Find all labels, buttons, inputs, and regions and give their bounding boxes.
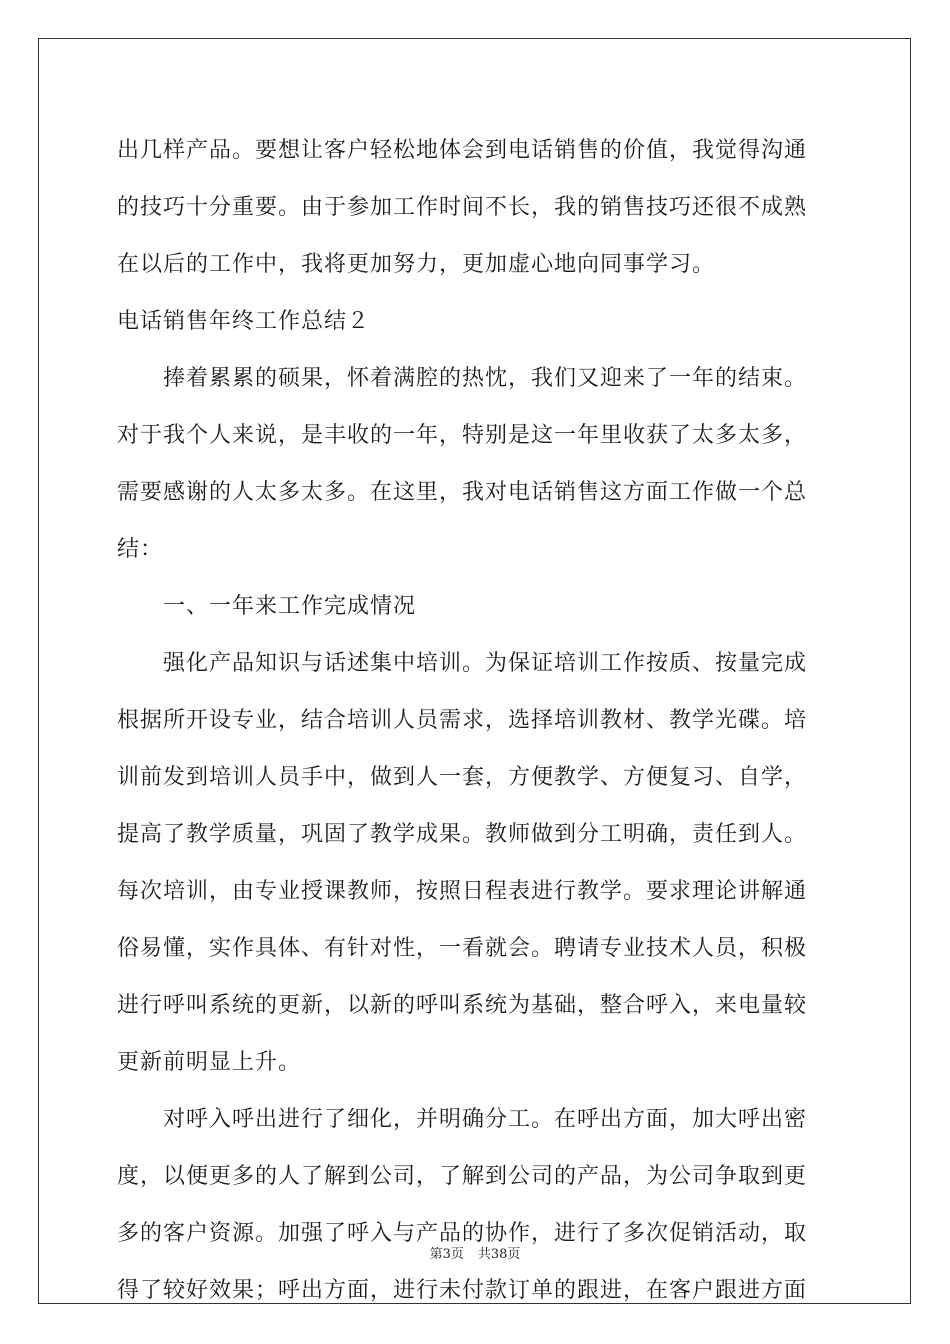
text-line: 度，以便更多的人了解到公司，了解到公司的产品，为公司争取到更 bbox=[117, 1164, 808, 1189]
text-line: 多的客户资源。加强了呼入与产品的协作，进行了多次促销活动，取 bbox=[117, 1221, 808, 1246]
text-line: 对呼入呼出进行了细化，并明确分工。在呼出方面，加大呼出密 bbox=[117, 1107, 808, 1132]
text-line: 需要感谢的人太多太多。在这里，我对电话销售这方面工作做一个总 bbox=[117, 480, 808, 505]
text-line: 提高了教学质量，巩固了教学成果。教师做到分工明确，责任到人。 bbox=[117, 822, 808, 847]
text-line: 俗易懂，实作具体、有针对性，一看就会。聘请专业技术人员，积极 bbox=[117, 936, 808, 961]
text-line: 更新前明显上升。 bbox=[117, 1050, 302, 1075]
text-line: 出几样产品。要想让客户轻松地体会到电话销售的价值，我觉得沟通 bbox=[117, 138, 808, 163]
page-total: 共38页 bbox=[477, 1247, 521, 1262]
page-footer bbox=[0, 1243, 950, 1262]
text-line: 进行呼叫系统的更新，以新的呼叫系统为基础，整合呼入，来电量较 bbox=[117, 993, 808, 1018]
subsection-heading: 一、一年来工作完成情况 bbox=[117, 594, 417, 619]
text-line: 结： bbox=[117, 537, 164, 562]
text-line: 每次培训，由专业授课教师，按照日程表进行教学。要求理论讲解通 bbox=[117, 879, 808, 904]
document-body bbox=[117, 122, 837, 1319]
text-line: 对于我个人来说，是丰收的一年，特别是这一年里收获了太多太多， bbox=[117, 423, 808, 448]
text-line: 根据所开设专业，结合培训人员需求，选择培训教材、教学光碟。培 bbox=[117, 708, 808, 733]
section-heading: 电话销售年终工作总结２ bbox=[117, 309, 371, 334]
text-line: 训前发到培训人员手中，做到人一套，方便教学、方便复习、自学， bbox=[117, 765, 808, 790]
text-line: 捧着累累的硕果，怀着满腔的热忱，我们又迎来了一年的结束。 bbox=[117, 366, 808, 391]
text-line: 在以后的工作中，我将更加努力，更加虚心地向同事学习。 bbox=[117, 252, 716, 277]
page-number: 第3页 bbox=[429, 1247, 464, 1262]
text-line: 的技巧十分重要。由于参加工作时间不长，我的销售技巧还很不成熟 bbox=[117, 195, 808, 220]
text-line: 得了较好效果；呼出方面，进行未付款订单的跟进，在客户跟进方面 bbox=[117, 1278, 808, 1303]
text-line: 强化产品知识与话述集中培训。为保证培训工作按质、按量完成 bbox=[117, 651, 808, 676]
